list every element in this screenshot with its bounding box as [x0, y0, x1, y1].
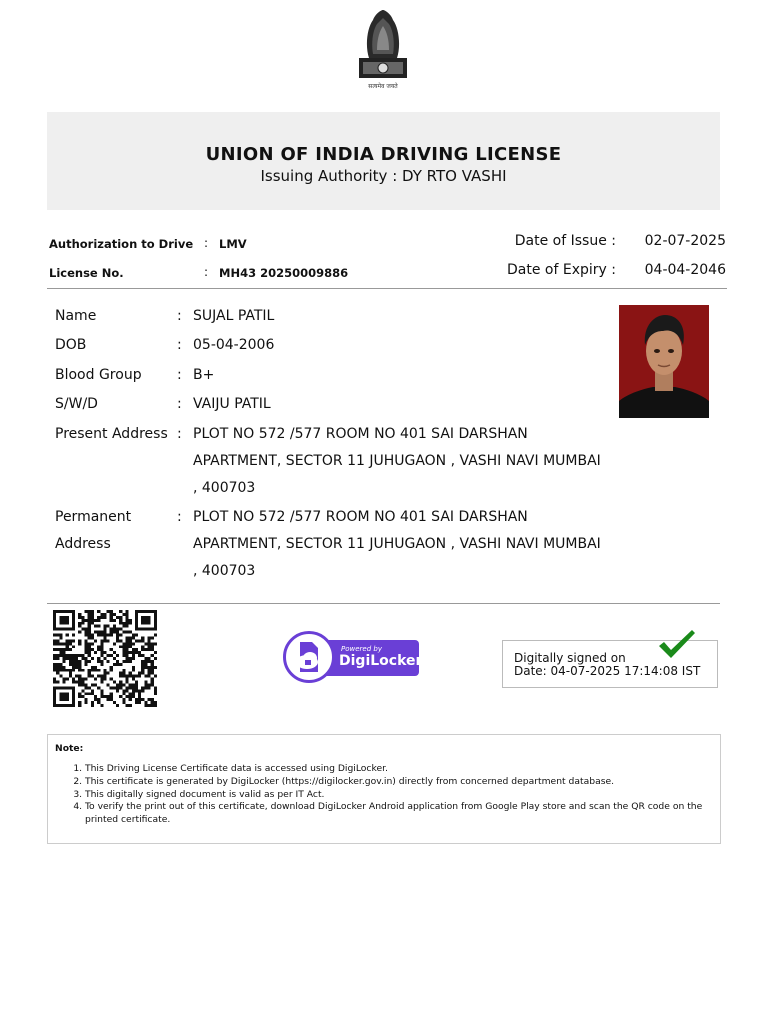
authorization-label: Authorization to Drive: [49, 237, 194, 251]
dob-label: DOB: [55, 337, 87, 353]
colon: :: [204, 236, 209, 250]
dob-value: 05-04-2006: [193, 337, 275, 353]
authorization-value: LMV: [219, 237, 247, 251]
colon: :: [177, 337, 182, 353]
present-address-field: [55, 421, 615, 503]
permanent-address-field: [55, 504, 615, 586]
signed-date-text: Date: 04-07-2025 17:14:08 IST: [514, 664, 701, 678]
swd-value: VAIJU PATIL: [193, 396, 271, 412]
powered-by-text: Powered by: [341, 645, 382, 653]
note-title: Note:: [55, 743, 84, 754]
note-item: 2. This certificate is generated by DigiLocker (https://digilocker.gov.in) directly from concerned department database.: [85, 776, 705, 789]
colon: :: [177, 367, 182, 383]
colon: :: [177, 396, 182, 412]
document-title: UNION OF INDIA DRIVING LICENSE: [205, 144, 562, 165]
license-number-label: License No.: [49, 266, 124, 280]
permanent-label-line-1: Permanent: [55, 509, 132, 525]
note-item: 1. This Driving License Certificate data is accessed using DigiLocker.: [85, 763, 705, 776]
digilocker-cloud-icon: [283, 631, 335, 683]
meta-row-authorization: [49, 232, 729, 252]
blood-group-value: B+: [193, 367, 215, 383]
present-address-value: [193, 421, 618, 502]
date-of-expiry-label: Date of Expiry :: [507, 262, 616, 278]
present-address-line-2: APARTMENT, SECTOR 11 JUHUGAON , VASHI NAVI MUMBAI: [193, 453, 601, 469]
note-item: 4. To verify the print out of this certificate, download DigiLocker Android application from Google Play store and scan the QR code on the printed certificate.: [85, 801, 705, 827]
divider: [47, 288, 727, 289]
colon: :: [177, 426, 182, 442]
holder-photo: [619, 305, 709, 418]
permanent-address-label: [55, 504, 131, 558]
permanent-label-line-2: Address: [55, 536, 111, 552]
issuing-authority: Issuing Authority : DY RTO VASHI: [260, 167, 507, 185]
license-header: [47, 112, 720, 210]
name-label: Name: [55, 308, 97, 324]
colon: :: [204, 265, 209, 279]
present-address-line-3: , 400703: [193, 480, 256, 496]
colon: :: [177, 308, 182, 324]
license-number-value: MH43 20250009886: [219, 266, 349, 280]
checkmark-icon: [656, 628, 696, 660]
date-of-issue-value: 02-07-2025: [644, 233, 726, 249]
national-emblem-icon: [355, 6, 411, 90]
signed-on-text: Digitally signed on: [514, 651, 626, 665]
note-section: [47, 734, 721, 844]
present-address-label: Present Address: [55, 426, 168, 442]
blood-group-label: Blood Group: [55, 367, 142, 383]
permanent-address-line-1: PLOT NO 572 /577 ROOM NO 401 SAI DARSHAN: [193, 509, 528, 525]
permanent-address-line-2: APARTMENT, SECTOR 11 JUHUGAON , VASHI NAVI MUMBAI: [193, 536, 601, 552]
digilocker-name: DigiLocker: [339, 653, 423, 669]
name-value: SUJAL PATIL: [193, 308, 275, 324]
note-item: 3. This digitally signed document is valid as per IT Act.: [85, 789, 705, 802]
date-of-issue-label: Date of Issue :: [514, 233, 616, 249]
swd-label: S/W/D: [55, 396, 98, 412]
divider: [47, 603, 720, 604]
permanent-address-value: [193, 504, 618, 585]
qr-code: [53, 610, 157, 707]
permanent-address-line-3: , 400703: [193, 563, 256, 579]
note-list: [55, 763, 705, 827]
present-address-line-1: PLOT NO 572 /577 ROOM NO 401 SAI DARSHAN: [193, 426, 528, 442]
date-of-expiry-value: 04-04-2046: [644, 262, 726, 278]
digilocker-logo: [283, 631, 421, 687]
meta-row-license: [49, 261, 729, 281]
colon: :: [177, 509, 182, 525]
emblem-motto: सत्यमेव जयते: [368, 83, 398, 90]
